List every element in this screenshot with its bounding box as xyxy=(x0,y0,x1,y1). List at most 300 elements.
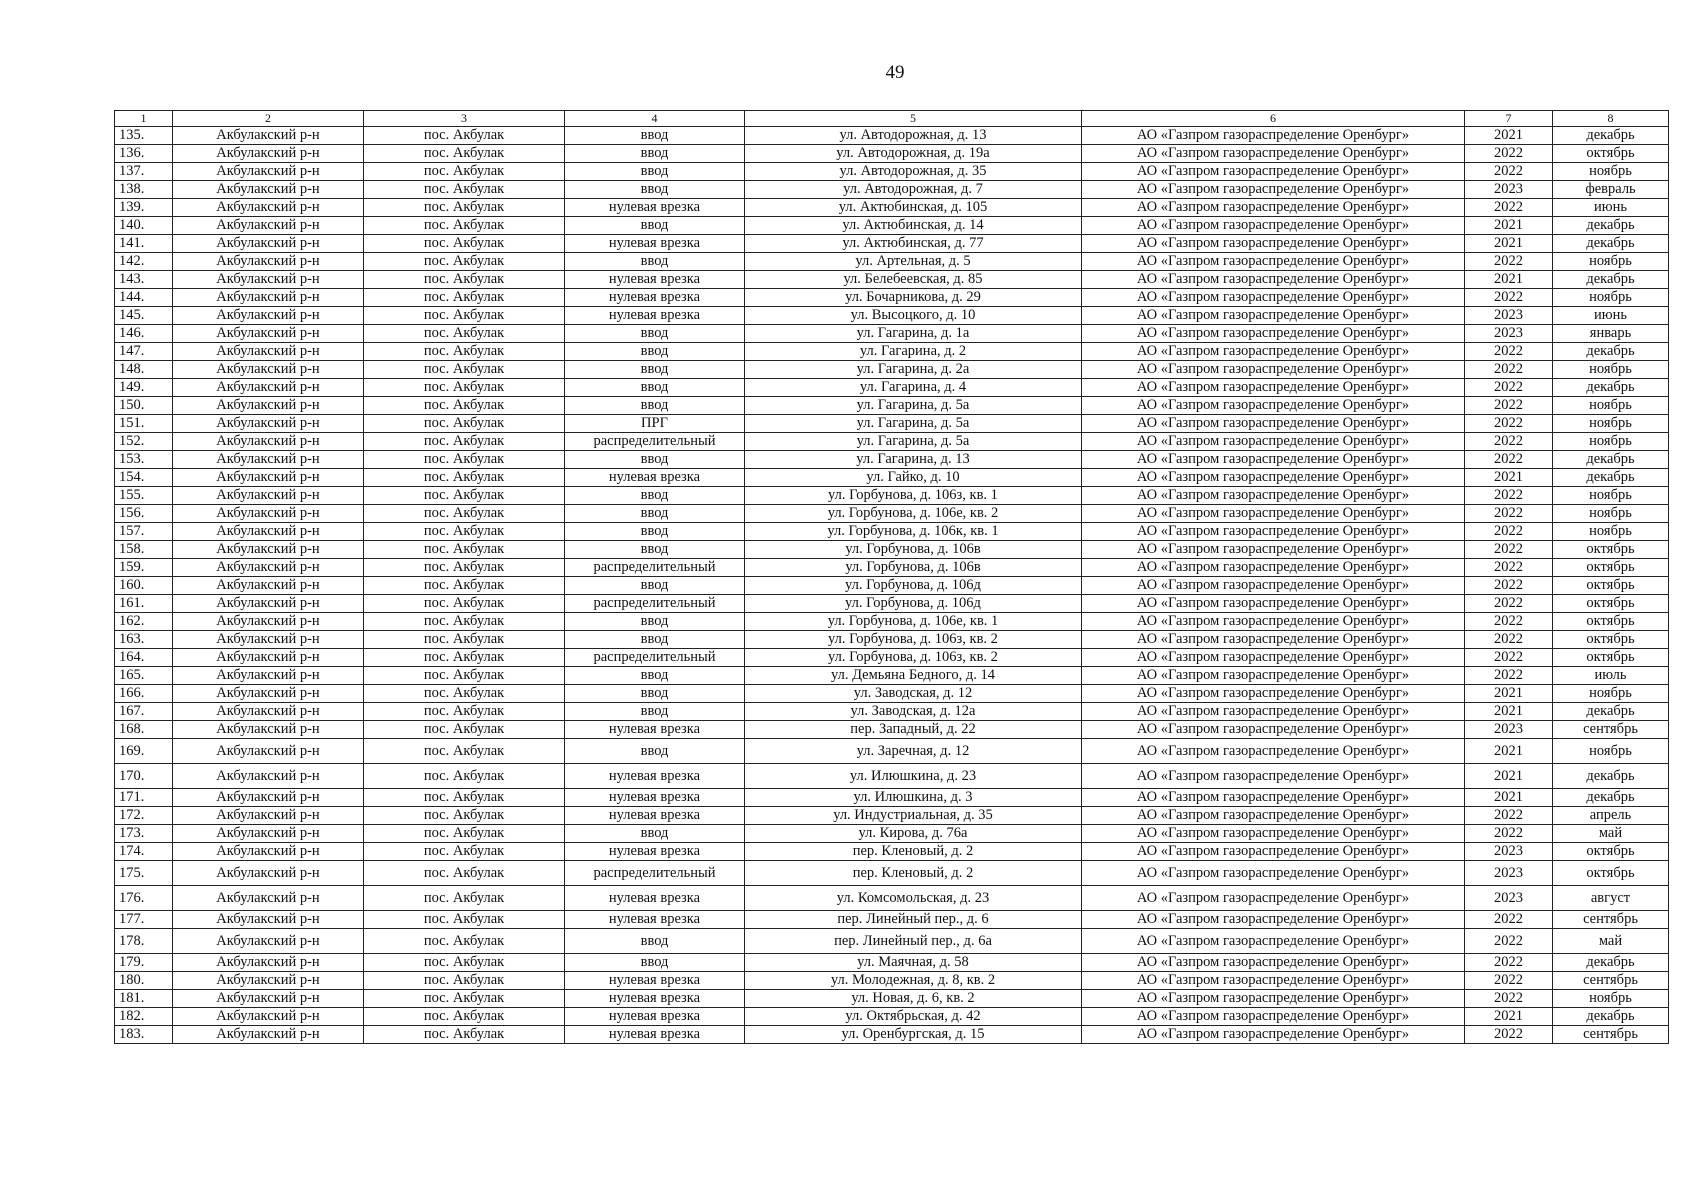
row-number-cell: 149. xyxy=(115,379,173,397)
year-cell: 2021 xyxy=(1465,127,1553,145)
district-cell: Акбулакский р-н xyxy=(173,764,364,789)
year-cell: 2023 xyxy=(1465,325,1553,343)
year-cell: 2022 xyxy=(1465,595,1553,613)
month-cell: январь xyxy=(1553,325,1669,343)
year-cell: 2022 xyxy=(1465,541,1553,559)
address-cell: ул. Актюбинская, д. 105 xyxy=(745,199,1082,217)
table-row xyxy=(115,415,1669,433)
organization-cell: АО «Газпром газораспределение Оренбург» xyxy=(1082,886,1465,911)
settlement-cell: пос. Акбулак xyxy=(364,415,565,433)
organization-cell: АО «Газпром газораспределение Оренбург» xyxy=(1082,289,1465,307)
district-cell: Акбулакский р-н xyxy=(173,451,364,469)
organization-cell: АО «Газпром газораспределение Оренбург» xyxy=(1082,397,1465,415)
work-type-cell: нулевая врезка xyxy=(565,721,745,739)
year-cell: 2023 xyxy=(1465,861,1553,886)
year-cell: 2022 xyxy=(1465,929,1553,954)
table-row xyxy=(115,843,1669,861)
district-cell: Акбулакский р-н xyxy=(173,1008,364,1026)
address-cell: ул. Актюбинская, д. 14 xyxy=(745,217,1082,235)
year-cell: 2021 xyxy=(1465,271,1553,289)
month-cell: июль xyxy=(1553,667,1669,685)
table-row xyxy=(115,199,1669,217)
district-cell: Акбулакский р-н xyxy=(173,721,364,739)
organization-cell: АО «Газпром газораспределение Оренбург» xyxy=(1082,613,1465,631)
table-row xyxy=(115,929,1669,954)
address-cell: ул. Заводская, д. 12 xyxy=(745,685,1082,703)
column-header: 3 xyxy=(364,111,565,127)
row-number-cell: 158. xyxy=(115,541,173,559)
address-cell: ул. Индустриальная, д. 35 xyxy=(745,807,1082,825)
settlement-cell: пос. Акбулак xyxy=(364,451,565,469)
district-cell: Акбулакский р-н xyxy=(173,487,364,505)
row-number-cell: 173. xyxy=(115,825,173,843)
address-cell: пер. Линейный пер., д. 6а xyxy=(745,929,1082,954)
row-number-cell: 152. xyxy=(115,433,173,451)
row-number-cell: 160. xyxy=(115,577,173,595)
table-row xyxy=(115,911,1669,929)
month-cell: декабрь xyxy=(1553,343,1669,361)
month-cell: сентябрь xyxy=(1553,972,1669,990)
organization-cell: АО «Газпром газораспределение Оренбург» xyxy=(1082,595,1465,613)
year-cell: 2022 xyxy=(1465,649,1553,667)
row-number-cell: 154. xyxy=(115,469,173,487)
organization-cell: АО «Газпром газораспределение Оренбург» xyxy=(1082,559,1465,577)
month-cell: октябрь xyxy=(1553,649,1669,667)
year-cell: 2021 xyxy=(1465,703,1553,721)
column-header: 1 xyxy=(115,111,173,127)
district-cell: Акбулакский р-н xyxy=(173,911,364,929)
address-cell: ул. Горбунова, д. 106к, кв. 1 xyxy=(745,523,1082,541)
district-cell: Акбулакский р-н xyxy=(173,379,364,397)
organization-cell: АО «Газпром газораспределение Оренбург» xyxy=(1082,703,1465,721)
work-type-cell: нулевая врезка xyxy=(565,307,745,325)
settlement-cell: пос. Акбулак xyxy=(364,577,565,595)
month-cell: октябрь xyxy=(1553,577,1669,595)
work-type-cell: ввод xyxy=(565,397,745,415)
work-type-cell: нулевая врезка xyxy=(565,911,745,929)
settlement-cell: пос. Акбулак xyxy=(364,789,565,807)
month-cell: сентябрь xyxy=(1553,1026,1669,1044)
row-number-cell: 143. xyxy=(115,271,173,289)
year-cell: 2022 xyxy=(1465,1026,1553,1044)
address-cell: ул. Белебеевская, д. 85 xyxy=(745,271,1082,289)
organization-cell: АО «Газпром газораспределение Оренбург» xyxy=(1082,127,1465,145)
column-number-row xyxy=(115,111,1669,127)
district-cell: Акбулакский р-н xyxy=(173,972,364,990)
month-cell: май xyxy=(1553,825,1669,843)
organization-cell: АО «Газпром газораспределение Оренбург» xyxy=(1082,631,1465,649)
month-cell: декабрь xyxy=(1553,127,1669,145)
district-cell: Акбулакский р-н xyxy=(173,397,364,415)
address-cell: пер. Кленовый, д. 2 xyxy=(745,843,1082,861)
settlement-cell: пос. Акбулак xyxy=(364,325,565,343)
month-cell: октябрь xyxy=(1553,145,1669,163)
district-cell: Акбулакский р-н xyxy=(173,253,364,271)
table-row xyxy=(115,469,1669,487)
work-type-cell: нулевая врезка xyxy=(565,235,745,253)
row-number-cell: 137. xyxy=(115,163,173,181)
month-cell: ноябрь xyxy=(1553,505,1669,523)
year-cell: 2022 xyxy=(1465,343,1553,361)
work-type-cell: ввод xyxy=(565,325,745,343)
organization-cell: АО «Газпром газораспределение Оренбург» xyxy=(1082,433,1465,451)
month-cell: ноябрь xyxy=(1553,433,1669,451)
address-cell: ул. Бочарникова, д. 29 xyxy=(745,289,1082,307)
row-number-cell: 136. xyxy=(115,145,173,163)
table-row xyxy=(115,163,1669,181)
organization-cell: АО «Газпром газораспределение Оренбург» xyxy=(1082,181,1465,199)
table-row xyxy=(115,1008,1669,1026)
settlement-cell: пос. Акбулак xyxy=(364,954,565,972)
row-number-cell: 138. xyxy=(115,181,173,199)
work-type-cell: ввод xyxy=(565,253,745,271)
work-type-cell: ввод xyxy=(565,631,745,649)
address-cell: ул. Гайко, д. 10 xyxy=(745,469,1082,487)
address-cell: ул. Гагарина, д. 5а xyxy=(745,415,1082,433)
settlement-cell: пос. Акбулак xyxy=(364,307,565,325)
organization-cell: АО «Газпром газораспределение Оренбург» xyxy=(1082,361,1465,379)
month-cell: октябрь xyxy=(1553,843,1669,861)
settlement-cell: пос. Акбулак xyxy=(364,289,565,307)
table-row xyxy=(115,361,1669,379)
month-cell: декабрь xyxy=(1553,469,1669,487)
district-cell: Акбулакский р-н xyxy=(173,415,364,433)
year-cell: 2021 xyxy=(1465,469,1553,487)
table-row xyxy=(115,451,1669,469)
settlement-cell: пос. Акбулак xyxy=(364,559,565,577)
district-cell: Акбулакский р-н xyxy=(173,199,364,217)
organization-cell: АО «Газпром газораспределение Оренбург» xyxy=(1082,199,1465,217)
organization-cell: АО «Газпром газораспределение Оренбург» xyxy=(1082,235,1465,253)
month-cell: ноябрь xyxy=(1553,739,1669,764)
organization-cell: АО «Газпром газораспределение Оренбург» xyxy=(1082,667,1465,685)
row-number-cell: 175. xyxy=(115,861,173,886)
organization-cell: АО «Газпром газораспределение Оренбург» xyxy=(1082,487,1465,505)
address-cell: ул. Горбунова, д. 106в xyxy=(745,559,1082,577)
settlement-cell: пос. Акбулак xyxy=(364,685,565,703)
organization-cell: АО «Газпром газораспределение Оренбург» xyxy=(1082,764,1465,789)
organization-cell: АО «Газпром газораспределение Оренбург» xyxy=(1082,217,1465,235)
address-cell: ул. Горбунова, д. 106д xyxy=(745,577,1082,595)
month-cell: июнь xyxy=(1553,199,1669,217)
row-number-cell: 139. xyxy=(115,199,173,217)
year-cell: 2022 xyxy=(1465,559,1553,577)
settlement-cell: пос. Акбулак xyxy=(364,361,565,379)
table-row xyxy=(115,739,1669,764)
work-type-cell: ввод xyxy=(565,929,745,954)
settlement-cell: пос. Акбулак xyxy=(364,843,565,861)
table-row xyxy=(115,825,1669,843)
month-cell: ноябрь xyxy=(1553,253,1669,271)
district-cell: Акбулакский р-н xyxy=(173,145,364,163)
address-cell: ул. Октябрьская, д. 42 xyxy=(745,1008,1082,1026)
row-number-cell: 153. xyxy=(115,451,173,469)
organization-cell: АО «Газпром газораспределение Оренбург» xyxy=(1082,307,1465,325)
organization-cell: АО «Газпром газораспределение Оренбург» xyxy=(1082,649,1465,667)
table-body xyxy=(115,127,1669,1044)
settlement-cell: пос. Акбулак xyxy=(364,343,565,361)
district-cell: Акбулакский р-н xyxy=(173,613,364,631)
row-number-cell: 142. xyxy=(115,253,173,271)
organization-cell: АО «Газпром газораспределение Оренбург» xyxy=(1082,789,1465,807)
district-cell: Акбулакский р-н xyxy=(173,217,364,235)
address-cell: ул. Актюбинская, д. 77 xyxy=(745,235,1082,253)
settlement-cell: пос. Акбулак xyxy=(364,807,565,825)
table-row xyxy=(115,235,1669,253)
district-cell: Акбулакский р-н xyxy=(173,843,364,861)
table-row xyxy=(115,379,1669,397)
organization-cell: АО «Газпром газораспределение Оренбург» xyxy=(1082,325,1465,343)
district-cell: Акбулакский р-н xyxy=(173,1026,364,1044)
table-row xyxy=(115,972,1669,990)
year-cell: 2022 xyxy=(1465,253,1553,271)
table-row xyxy=(115,1026,1669,1044)
month-cell: октябрь xyxy=(1553,631,1669,649)
settlement-cell: пос. Акбулак xyxy=(364,541,565,559)
work-type-cell: ввод xyxy=(565,379,745,397)
settlement-cell: пос. Акбулак xyxy=(364,127,565,145)
address-cell: ул. Илюшкина, д. 3 xyxy=(745,789,1082,807)
year-cell: 2022 xyxy=(1465,911,1553,929)
table-row xyxy=(115,307,1669,325)
work-type-cell: нулевая врезка xyxy=(565,972,745,990)
row-number-cell: 147. xyxy=(115,343,173,361)
year-cell: 2021 xyxy=(1465,739,1553,764)
address-cell: ул. Оренбургская, д. 15 xyxy=(745,1026,1082,1044)
row-number-cell: 172. xyxy=(115,807,173,825)
organization-cell: АО «Газпром газораспределение Оренбург» xyxy=(1082,843,1465,861)
organization-cell: АО «Газпром газораспределение Оренбург» xyxy=(1082,807,1465,825)
settlement-cell: пос. Акбулак xyxy=(364,379,565,397)
settlement-cell: пос. Акбулак xyxy=(364,739,565,764)
settlement-cell: пос. Акбулак xyxy=(364,271,565,289)
work-type-cell: ввод xyxy=(565,825,745,843)
district-cell: Акбулакский р-н xyxy=(173,127,364,145)
month-cell: ноябрь xyxy=(1553,523,1669,541)
work-type-cell: распределительный xyxy=(565,433,745,451)
year-cell: 2023 xyxy=(1465,181,1553,199)
address-cell: ул. Заречная, д. 12 xyxy=(745,739,1082,764)
work-type-cell: ввод xyxy=(565,343,745,361)
work-type-cell: нулевая врезка xyxy=(565,199,745,217)
settlement-cell: пос. Акбулак xyxy=(364,631,565,649)
district-cell: Акбулакский р-н xyxy=(173,929,364,954)
table-row xyxy=(115,397,1669,415)
table-row xyxy=(115,559,1669,577)
month-cell: декабрь xyxy=(1553,954,1669,972)
district-cell: Акбулакский р-н xyxy=(173,289,364,307)
year-cell: 2021 xyxy=(1465,764,1553,789)
address-cell: ул. Автодорожная, д. 13 xyxy=(745,127,1082,145)
table-row xyxy=(115,433,1669,451)
district-cell: Акбулакский р-н xyxy=(173,505,364,523)
settlement-cell: пос. Акбулак xyxy=(364,972,565,990)
page-number: 49 xyxy=(885,62,905,83)
organization-cell: АО «Газпром газораспределение Оренбург» xyxy=(1082,343,1465,361)
month-cell: декабрь xyxy=(1553,379,1669,397)
table-row xyxy=(115,954,1669,972)
address-cell: ул. Новая, д. 6, кв. 2 xyxy=(745,990,1082,1008)
settlement-cell: пос. Акбулак xyxy=(364,861,565,886)
district-cell: Акбулакский р-н xyxy=(173,433,364,451)
row-number-cell: 182. xyxy=(115,1008,173,1026)
district-cell: Акбулакский р-н xyxy=(173,886,364,911)
settlement-cell: пос. Акбулак xyxy=(364,649,565,667)
year-cell: 2023 xyxy=(1465,843,1553,861)
district-cell: Акбулакский р-н xyxy=(173,703,364,721)
address-cell: ул. Горбунова, д. 106з, кв. 1 xyxy=(745,487,1082,505)
month-cell: ноябрь xyxy=(1553,990,1669,1008)
work-type-cell: ввод xyxy=(565,577,745,595)
row-number-cell: 157. xyxy=(115,523,173,541)
table-row xyxy=(115,807,1669,825)
row-number-cell: 181. xyxy=(115,990,173,1008)
column-header: 6 xyxy=(1082,111,1465,127)
row-number-cell: 150. xyxy=(115,397,173,415)
row-number-cell: 178. xyxy=(115,929,173,954)
address-cell: ул. Молодежная, д. 8, кв. 2 xyxy=(745,972,1082,990)
year-cell: 2023 xyxy=(1465,721,1553,739)
year-cell: 2023 xyxy=(1465,307,1553,325)
year-cell: 2022 xyxy=(1465,505,1553,523)
table-row xyxy=(115,667,1669,685)
organization-cell: АО «Газпром газораспределение Оренбург» xyxy=(1082,271,1465,289)
month-cell: май xyxy=(1553,929,1669,954)
organization-cell: АО «Газпром газораспределение Оренбург» xyxy=(1082,990,1465,1008)
address-cell: ул. Демьяна Бедного, д. 14 xyxy=(745,667,1082,685)
organization-cell: АО «Газпром газораспределение Оренбург» xyxy=(1082,379,1465,397)
work-type-cell: нулевая врезка xyxy=(565,789,745,807)
month-cell: октябрь xyxy=(1553,595,1669,613)
settlement-cell: пос. Акбулак xyxy=(364,825,565,843)
settlement-cell: пос. Акбулак xyxy=(364,487,565,505)
settlement-cell: пос. Акбулак xyxy=(364,595,565,613)
organization-cell: АО «Газпром газораспределение Оренбург» xyxy=(1082,451,1465,469)
work-type-cell: распределительный xyxy=(565,595,745,613)
work-type-cell: ввод xyxy=(565,703,745,721)
table-row xyxy=(115,685,1669,703)
organization-cell: АО «Газпром газораспределение Оренбург» xyxy=(1082,145,1465,163)
year-cell: 2021 xyxy=(1465,685,1553,703)
address-cell: ул. Гагарина, д. 2а xyxy=(745,361,1082,379)
work-type-cell: нулевая врезка xyxy=(565,1008,745,1026)
work-type-cell: ПРГ xyxy=(565,415,745,433)
address-cell: ул. Гагарина, д. 5а xyxy=(745,397,1082,415)
year-cell: 2023 xyxy=(1465,886,1553,911)
row-number-cell: 141. xyxy=(115,235,173,253)
work-type-cell: нулевая врезка xyxy=(565,843,745,861)
work-type-cell: ввод xyxy=(565,487,745,505)
year-cell: 2022 xyxy=(1465,487,1553,505)
table-row xyxy=(115,487,1669,505)
work-type-cell: ввод xyxy=(565,181,745,199)
work-type-cell: нулевая врезка xyxy=(565,886,745,911)
row-number-cell: 145. xyxy=(115,307,173,325)
address-cell: ул. Высоцкого, д. 10 xyxy=(745,307,1082,325)
month-cell: декабрь xyxy=(1553,1008,1669,1026)
work-type-cell: ввод xyxy=(565,505,745,523)
row-number-cell: 155. xyxy=(115,487,173,505)
settlement-cell: пос. Акбулак xyxy=(364,217,565,235)
settlement-cell: пос. Акбулак xyxy=(364,397,565,415)
column-header: 7 xyxy=(1465,111,1553,127)
work-type-cell: распределительный xyxy=(565,861,745,886)
table-row xyxy=(115,764,1669,789)
column-header: 2 xyxy=(173,111,364,127)
work-type-cell: ввод xyxy=(565,127,745,145)
address-cell: ул. Артельная, д. 5 xyxy=(745,253,1082,271)
year-cell: 2022 xyxy=(1465,361,1553,379)
district-cell: Акбулакский р-н xyxy=(173,577,364,595)
table-row xyxy=(115,271,1669,289)
address-cell: ул. Горбунова, д. 106е, кв. 1 xyxy=(745,613,1082,631)
year-cell: 2022 xyxy=(1465,631,1553,649)
year-cell: 2022 xyxy=(1465,289,1553,307)
work-type-cell: ввод xyxy=(565,667,745,685)
organization-cell: АО «Газпром газораспределение Оренбург» xyxy=(1082,415,1465,433)
table-row xyxy=(115,789,1669,807)
settlement-cell: пос. Акбулак xyxy=(364,990,565,1008)
settlement-cell: пос. Акбулак xyxy=(364,163,565,181)
table-row xyxy=(115,505,1669,523)
settlement-cell: пос. Акбулак xyxy=(364,721,565,739)
organization-cell: АО «Газпром газораспределение Оренбург» xyxy=(1082,577,1465,595)
organization-cell: АО «Газпром газораспределение Оренбург» xyxy=(1082,1026,1465,1044)
row-number-cell: 170. xyxy=(115,764,173,789)
address-cell: пер. Западный, д. 22 xyxy=(745,721,1082,739)
work-type-cell: ввод xyxy=(565,739,745,764)
district-cell: Акбулакский р-н xyxy=(173,825,364,843)
organization-cell: АО «Газпром газораспределение Оренбург» xyxy=(1082,505,1465,523)
month-cell: ноябрь xyxy=(1553,397,1669,415)
settlement-cell: пос. Акбулак xyxy=(364,1008,565,1026)
work-type-cell: распределительный xyxy=(565,649,745,667)
month-cell: август xyxy=(1553,886,1669,911)
row-number-cell: 156. xyxy=(115,505,173,523)
month-cell: октябрь xyxy=(1553,613,1669,631)
row-number-cell: 166. xyxy=(115,685,173,703)
year-cell: 2022 xyxy=(1465,807,1553,825)
address-cell: ул. Автодорожная, д. 19а xyxy=(745,145,1082,163)
column-header: 4 xyxy=(565,111,745,127)
year-cell: 2022 xyxy=(1465,667,1553,685)
year-cell: 2021 xyxy=(1465,217,1553,235)
row-number-cell: 148. xyxy=(115,361,173,379)
district-cell: Акбулакский р-н xyxy=(173,325,364,343)
district-cell: Акбулакский р-н xyxy=(173,667,364,685)
settlement-cell: пос. Акбулак xyxy=(364,433,565,451)
address-cell: ул. Горбунова, д. 106е, кв. 2 xyxy=(745,505,1082,523)
organization-cell: АО «Газпром газораспределение Оренбург» xyxy=(1082,929,1465,954)
work-type-cell: нулевая врезка xyxy=(565,990,745,1008)
month-cell: февраль xyxy=(1553,181,1669,199)
work-type-cell: ввод xyxy=(565,954,745,972)
district-cell: Акбулакский р-н xyxy=(173,343,364,361)
month-cell: ноябрь xyxy=(1553,163,1669,181)
district-cell: Акбулакский р-н xyxy=(173,990,364,1008)
organization-cell: АО «Газпром газораспределение Оренбург» xyxy=(1082,739,1465,764)
address-cell: ул. Илюшкина, д. 23 xyxy=(745,764,1082,789)
table-row xyxy=(115,541,1669,559)
month-cell: апрель xyxy=(1553,807,1669,825)
row-number-cell: 164. xyxy=(115,649,173,667)
row-number-cell: 159. xyxy=(115,559,173,577)
work-type-cell: ввод xyxy=(565,685,745,703)
table-row xyxy=(115,649,1669,667)
settlement-cell: пос. Акбулак xyxy=(364,145,565,163)
year-cell: 2021 xyxy=(1465,1008,1553,1026)
year-cell: 2022 xyxy=(1465,433,1553,451)
